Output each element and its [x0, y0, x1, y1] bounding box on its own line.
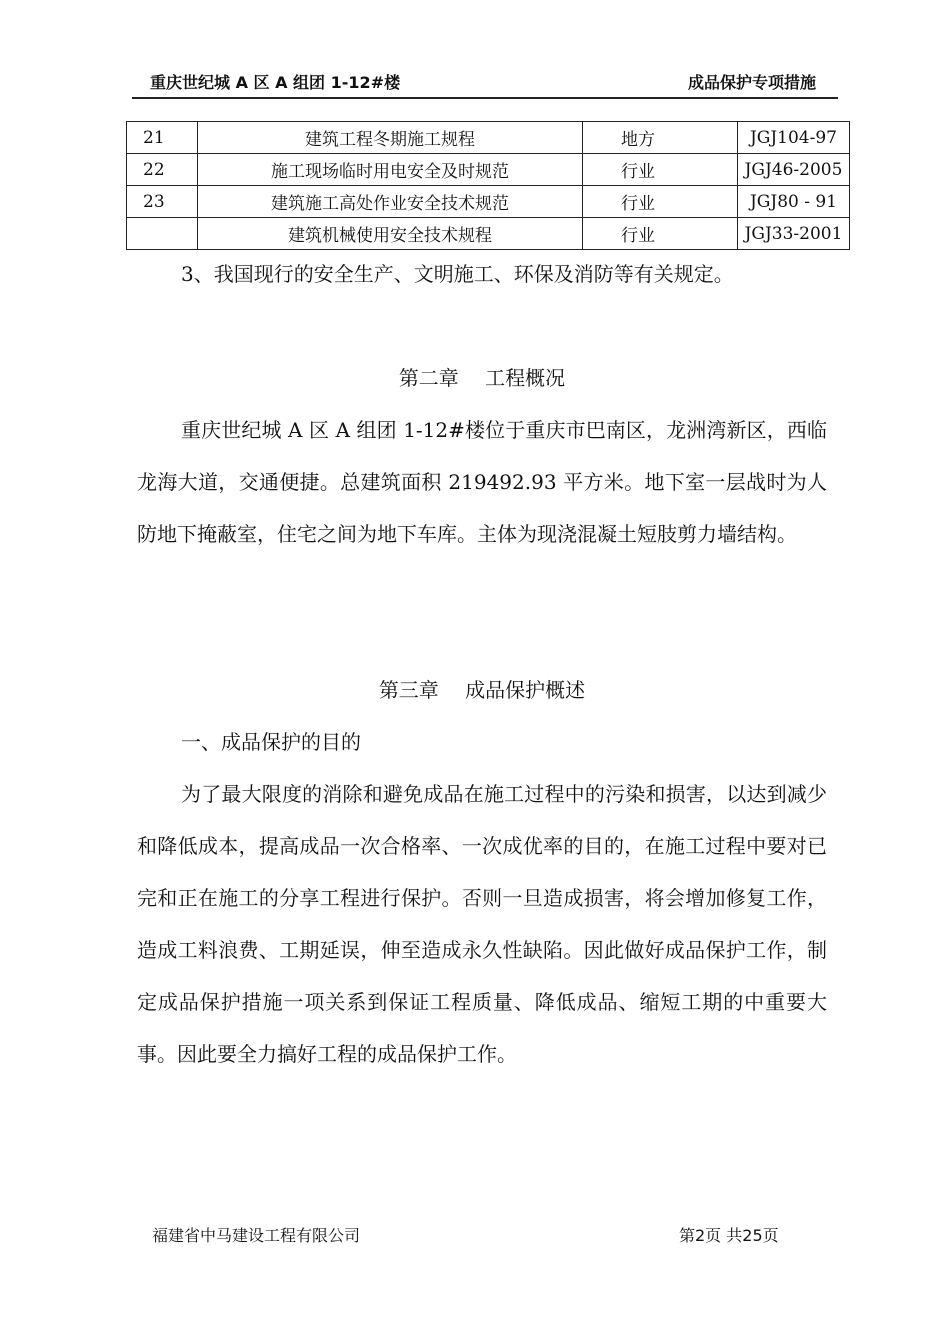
- standard-name: 建筑机械使用安全技术规程: [198, 218, 583, 250]
- page-header: [132, 70, 838, 96]
- standard-code: JGJ33-2001: [738, 218, 850, 250]
- page-footer: [152, 1223, 792, 1247]
- standard-code: JGJ104-97: [738, 122, 850, 154]
- header-project-name: 重庆世纪城 A 区 A 组团 1-12#楼: [150, 73, 401, 92]
- standard-level: 地方: [583, 122, 738, 154]
- row-number: 21: [127, 122, 198, 154]
- table-row: [127, 154, 850, 186]
- footer-page-number: 第2页 共25页: [679, 1226, 779, 1245]
- standard-code: JGJ46-2005: [738, 154, 850, 186]
- footer-company: 福建省中马建设工程有限公司: [152, 1226, 361, 1245]
- standard-level: 行业: [583, 218, 738, 250]
- regulation-item-3: 3、我国现行的安全生产、文明施工、环保及消防等有关规定。: [181, 262, 734, 286]
- table-row: [127, 186, 850, 218]
- standard-level: 行业: [583, 154, 738, 186]
- chapter-3-title: 第三章 成品保护概述: [378, 678, 586, 702]
- table-row: [127, 218, 850, 250]
- standard-name: 施工现场临时用电安全及时规范: [198, 154, 583, 186]
- section-1-title: 一、成品保护的目的: [181, 730, 361, 754]
- row-number: [127, 218, 198, 250]
- header-document-title: 成品保护专项措施: [687, 73, 816, 92]
- standard-name: 建筑施工高处作业安全技术规范: [198, 186, 583, 218]
- standard-level: 行业: [583, 186, 738, 218]
- standard-name: 建筑工程冬期施工规程: [198, 122, 583, 154]
- standards-table: [126, 121, 850, 250]
- standard-code: JGJ80 - 91: [738, 186, 850, 218]
- table-row: [127, 122, 850, 154]
- project-overview-paragraph: 重庆世纪城 A 区 A 组团 1-12#楼位于重庆市巴南区，龙洲湾新区，西临龙海大道，交通便捷。总建筑面积 219492.93 平方米。地下室一层战时为人防地下掩蔽室，住宅之间为地下车库。主体为现浇混凝土短肢剪力墙结构。: [137, 418, 827, 546]
- row-number: 23: [127, 186, 198, 218]
- protection-purpose-paragraph: 为了最大限度的消除和避免成品在施工过程中的污染和损害，以达到减少和降低成本，提高成品一次合格率、一次成优率的目的，在施工过程中要对已完和正在施工的分享工程进行保护。否则一旦造成损害，将会增加修复工作，造成工料浪费、工期延误，伸至造成永久性缺陷。因此做好成品保护工作，制定成品保护措施一项关系到保证工程质量、降低成品、缩短工期的中重要大事。因此要全力搞好工程的成品保护工作。: [137, 782, 827, 1066]
- chapter-2-title: 第二章 工程概况: [398, 366, 566, 390]
- header-divider: [132, 97, 838, 99]
- row-number: 22: [127, 154, 198, 186]
